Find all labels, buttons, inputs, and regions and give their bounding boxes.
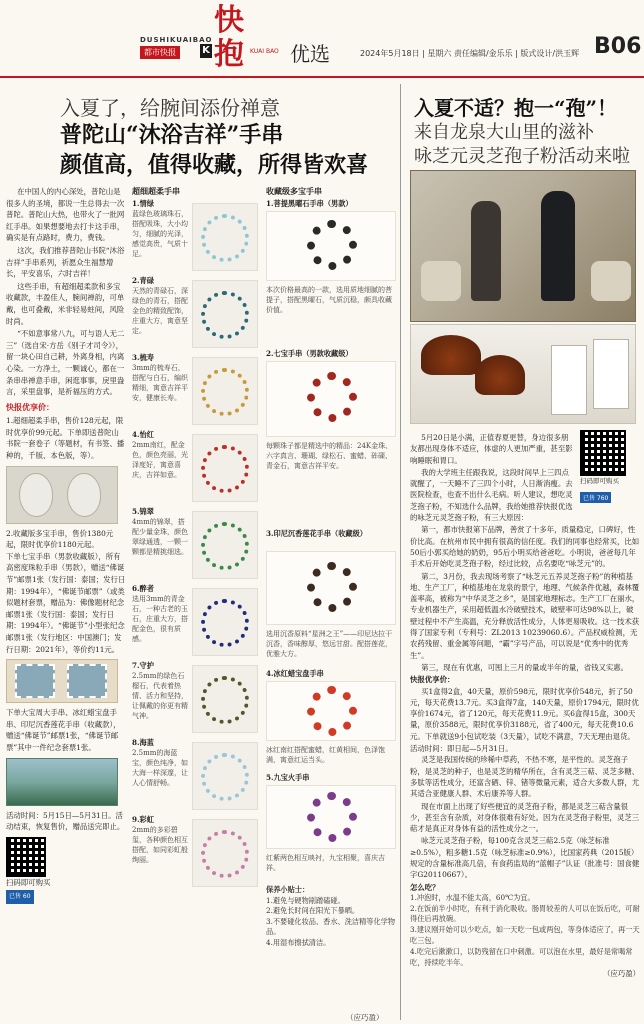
product-name: 3.印尼沉香莲花手串（收藏级） xyxy=(266,529,367,538)
product-name: 2.七宝手串（男款收藏级） xyxy=(266,349,353,358)
landscape-stamp-image xyxy=(6,758,118,806)
brand-chinese: 都市快报 xyxy=(140,46,180,59)
product-desc: 2mm的多彩碧玺，各种颜色相互搭配，如同彩虹般绚丽。 xyxy=(132,826,188,864)
product-desc: 蓝绿色玻璃珠石，搭配吸珠，大小均匀，细腻的光泽，感觉高贵，气质十足。 xyxy=(132,210,188,258)
care-tips xyxy=(266,885,396,949)
left-article xyxy=(0,82,398,1024)
promo-text: 下单七宝手串（男款收藏版），所有高密度珠粒手串（男款），赠送“佛诞节”邮票1张（发行国：泰国；发行日期：1994年），“佛诞节邮票”（或类似题材套票，赠品为：佛像题材纪念邮票1张（发行国：泰国；发行日期：1994年）。“佛诞节”小型张纪念邮票1张（发行地区：中国澳门；发行日期：2021年），等价约11元。 xyxy=(6,551,126,654)
logo-english: KUAI BAO xyxy=(250,48,279,55)
column-title: 超细超柔手串 xyxy=(132,186,180,196)
product-item xyxy=(132,276,262,352)
activity-time: 活动时间：即日起—5月31日。 xyxy=(410,744,513,754)
body-paragraph: 我的大学班主任跟我说，这段时间早上三四点就醒了，一天睡不了三四个小时，人日渐消瘦。去医院检查，也查不出什么毛病。听人建议，想吃灵芝孢子粉，不知选什么品牌，我给她推荐快报优选的咏芝元灵芝孢子粉，有三大原因： xyxy=(410,467,573,523)
product-name: 9.彩虹 xyxy=(132,815,154,824)
care-item: 2.避免长时间在阳光下暴晒。 xyxy=(266,906,360,916)
usage-item: 2.在饭前半小时吃，有利于消化吸收。肠胃较差的人可以在饭后吃，可耐得住后再放碗。 xyxy=(410,903,640,924)
collector-bracelets-column xyxy=(266,186,396,949)
usage-item: 1.冲泡时，水温不能太高，60℃为宜。 xyxy=(410,892,535,902)
masthead xyxy=(0,0,644,78)
product-item xyxy=(266,199,396,349)
sold-badge: 已售 760 xyxy=(580,492,611,503)
product-item xyxy=(132,430,262,506)
bracelet-photo xyxy=(192,357,258,425)
product-name: 1.情绿 xyxy=(132,199,154,208)
product-item xyxy=(132,738,262,814)
left-headline-main: 普陀山“沐浴吉祥”手串 xyxy=(60,122,284,148)
column-title: 收藏级多宝手串 xyxy=(266,186,322,196)
product-desc: 2mm南红，配金色，颜色亮丽，光泽度好，寓意喜庆，吉祥如意。 xyxy=(132,441,188,479)
product-desc: 天然的青碌石，深绿色的青石，搭配金色的精致配饰，庄重大方，寓意坚定。 xyxy=(132,287,188,335)
promo-text: 1.超细超柔手串，售价128元起，限时优享价99元起。下单即送普陀山书院一套卷子（等题材，有书签、播种的，千版、本色版，等）。 xyxy=(6,416,125,461)
bracelet-photo xyxy=(192,819,258,887)
qr-caption: 扫码即可购买 xyxy=(580,477,619,485)
right-headline-main: 入夏不适？抱一“孢”！ xyxy=(414,96,618,120)
product-item xyxy=(132,815,262,891)
promo-text: 2.收藏版多宝手串，售价1380元起，限时优享价1180元起。 xyxy=(6,528,114,550)
page-number: B06 xyxy=(594,34,642,59)
intro-paragraph: 这些手串，有超细超柔款和多宝收藏款，丰盈佳人，腕间禅韵，可单戴，也可叠戴，米非轻易蛀间，风险时尚。 xyxy=(6,281,125,326)
intro-paragraph: 在中国人的内心深处，普陀山是很多人的圣境，都说一生总得去一次普陀。普陀山大热，也带火了一批网红手串。如果想要地去打卡这手串，确实是有点路时，费力，费钱。 xyxy=(6,187,125,243)
product-desc: 红紫两色相互映衬，九宝相聚，喜庆吉祥。 xyxy=(266,854,385,872)
body-paragraph: 第一，都市快报第下品牌，善赏了十多年，质量稳定，口碑好，性价比高。在杭州市民中拥有很高的信任度。我们的同事也经常买，比如50后小郭买给她的奶奶，95后小明买给爸爸吃。小明说，爸爸每几年手术后开始吃灵芝孢子粉，经过比较，点名要吃“咏芝元”的。 xyxy=(410,525,640,569)
body-paragraph: 灵芝是我国传统的珍稀中草药，不热不寒，是平性的。灵芝孢子粉，是灵芝的种子，也是灵芝的精华所在，含有灵芝三萜、灵芝多糖、多肽等活性成分，还富含硒、锌、锗等微量元素，适合大多数人群，尤其适合亚健康人群、术后康养等人群。 xyxy=(410,755,640,799)
product-name: 5.锦翠 xyxy=(132,507,154,516)
product-item xyxy=(132,199,262,275)
product-desc: 4mm的锦翠，搭配少量金珠，颜色翠绿通透，一颗一颗都是精挑细选。 xyxy=(132,518,188,556)
usage-item: 4.吃完后漱漱口，以防残留在口中刺激。可以泡在水里，最好是常喝常吃，持续吃半年。 xyxy=(410,946,633,967)
intro-paragraph: 这次，我们推荐普陀山书院“沐浴吉祥”手串系列，祈愿众生福慧增长，平安喜乐，六时吉祥！ xyxy=(6,245,125,279)
product-item xyxy=(266,349,396,529)
promo-title: 快报优享价： xyxy=(6,401,54,412)
usage-item: 3.建议刚开始可以少吃点，如一天吃一包或两包，等身体适应了，再一天吃三包。 xyxy=(410,925,640,946)
logo-char-2: 抱 xyxy=(214,37,244,72)
right-headline-sub: 来自龙泉大山里的滋补 xyxy=(414,122,594,143)
bodhi-leaf-image xyxy=(6,466,118,524)
promo-text: 下单大宝周大手串、冰红蜡宝盘手串、印尼沉香莲花手串（收藏款），赠送“佛诞节”邮票1张，“佛诞节邮票”其中一件纪念套票1张。 xyxy=(6,708,121,752)
header-info: 2024年5月18日 | 星期六 责任编辑/金乐乐 | 版式设计/洪玉辉 xyxy=(360,49,580,58)
product-name: 1.菩提黑曜石手串（男款） xyxy=(266,199,353,208)
product-desc: 选用3mm的青金石，一种古老的玉石，庄重大方，搭配金色，很有质感。 xyxy=(132,595,188,643)
brand-english: DUSHIKUAIBAO xyxy=(140,36,213,44)
column-divider xyxy=(400,84,401,1020)
bracelet-photo xyxy=(266,211,396,281)
right-body xyxy=(410,432,640,980)
usage-list xyxy=(410,893,640,969)
right-editor: （应巧盈） xyxy=(603,969,640,979)
body-paragraph: 现在市面上出现了好些便宜的灵芝孢子粉，都是灵芝三萜含量很少，甚至含有杂质，对身体很难有好处。因为在灵芝孢子粉里，灵芝三萜才是真正对身体有益的活性成分之一。 xyxy=(410,801,640,834)
usage-title: 怎么吃？ xyxy=(410,882,440,892)
sold-badge: 已售 60 xyxy=(6,890,34,904)
product-name: 7.守护 xyxy=(132,661,154,670)
lingzhi-product-photo xyxy=(410,324,636,424)
product-item xyxy=(132,661,262,737)
product-item xyxy=(266,669,396,773)
product-item xyxy=(266,529,396,669)
care-title: 保养小贴士： xyxy=(266,885,310,894)
field-visit-photo xyxy=(410,170,636,322)
brand-k-mark: K xyxy=(200,44,212,58)
product-desc: 选用沉香原料“星洲之王”——印尼达拉干沉香，香味醇厚，悠远甘甜。配搭莲花，优雅大方。 xyxy=(266,630,393,658)
intro-paragraph: “不如意事常八九，可与语人无二三”（选自宋·方岳《别子才司令》），留一块心田自己耕，外离身相，内离心染。一方净土，一颗诚心，都在一条串串禅意手串，闲逛事事，戾里盎言，采里盘事，是祈福压的方式。 xyxy=(6,329,125,397)
product-name: 3.梳寿 xyxy=(132,353,154,362)
product-desc: 本次价格最高的一款，选用质地细腻的菩提子，搭配黑曜石，气质沉稳，颇具收藏价值。 xyxy=(266,286,392,314)
bracelet-photo xyxy=(192,434,258,502)
body-paragraph: 5月20日是小满，正值春夏更替，身边很多朋友都出现身体不适应，体虚的人更加严重，甚至影响睡眠和胃口。 xyxy=(410,433,573,465)
product-desc: 2.5mm的海蓝宝，颜色纯净，如大海一样深邃，让人心情舒畅。 xyxy=(132,749,188,787)
care-item: 1.避免与硬物剐蹭磕碰。 xyxy=(266,895,345,905)
product-name: 4.怡红 xyxy=(132,430,154,439)
product-item xyxy=(132,507,262,583)
product-name: 4.冰红蜡宝盘手串 xyxy=(266,669,324,678)
promo-text: 买1盒得2盒，40天量，原价598元，限时优享价548元，折了50元，每天花费13.7元。买3盒得7盒，140天量，原价1794元，限时优享价1674元，省了120元，每天花费11.9元。买6盒得15盒，300天量，原价3588元，限时优享价3188元，省了400元，每天花费10.6元。下单就送9小包试吃装（3天量），试吃不满意，7天无理由退货。 xyxy=(410,686,639,741)
promo-title: 快报优享价： xyxy=(410,675,455,685)
product-desc: 冰红南红搭配蜜蜡，红黄相间，色泽饱满，寓意红运当头。 xyxy=(266,746,385,764)
left-headline-sub: 颜值高，值得收藏，所得皆欢喜 xyxy=(60,152,369,178)
left-intro-column xyxy=(6,186,126,904)
bracelet-photo xyxy=(266,785,396,849)
care-item: 3.不要碰化妆品、香水、洗洁精等化学物品。 xyxy=(266,916,396,937)
product-name: 8.海蓝 xyxy=(132,738,154,747)
product-item xyxy=(266,773,396,883)
qr-code-icon[interactable] xyxy=(6,837,46,877)
product-item xyxy=(132,353,262,429)
product-desc: 3mm的梳寿石，搭配与白石，编织精细，寓意吉祥平安，健康长寿。 xyxy=(132,364,188,402)
bracelet-photo xyxy=(266,551,396,625)
product-item xyxy=(132,584,262,660)
slim-bracelets-column xyxy=(132,186,262,892)
bracelet-photo xyxy=(192,665,258,733)
bracelet-photo xyxy=(192,511,258,579)
right-headline-sub2: 咏芝元灵芝孢子粉活动来啦 xyxy=(414,146,630,167)
stamps-image xyxy=(6,659,118,703)
body-paragraph: 咏芝元灵芝孢子粉，每100克含灵芝三萜2.5克（咏芝标准≥0.5%），粗多糖1.5克（咏芝标准≥0.9%），比国家药典（2015版）规定的含量标准高几倍，有食药监局的“蓝帽子”认证（批准号：国食健字G20110667）。 xyxy=(410,836,640,880)
bracelet-photo xyxy=(192,742,258,810)
body-paragraph: 第二，3月份，我去现场考察了“咏芝元五养灵芝孢子粉”的种植基地、生产工厂，种植基地在龙泉的景宁，地理、气候条件优越，森林覆盖率高，被称为“中华灵芝之乡”，是国家地理标志。生产工厂在丽水，专业机器生产，采用超低温水冷破壁技术，破壁率可达98%以上，破壁过程中不产生高温，充分释放活性成分，人体更易吸收。这一技术获得了国家专利（专利号：ZL2013 10239060.6）。产品权威检测，无农药残留、重金属等问题，“霸”字号产品，可以说是“优秀中的优秀生”。 xyxy=(410,571,640,660)
bracelet-photo xyxy=(266,361,396,437)
activity-time: 活动时间：5月15日—5月31日。活动结束，恢复售价，赠品送完即止。 xyxy=(6,810,125,832)
bracelet-photo xyxy=(266,681,396,741)
product-name: 2.青碌 xyxy=(132,276,154,285)
left-editor: （应巧盈） xyxy=(346,1013,384,1022)
section-title: 优选 xyxy=(290,42,330,66)
product-name: 6.醉者 xyxy=(132,584,154,593)
bracelet-photo xyxy=(192,280,258,348)
bracelet-photo xyxy=(192,203,258,271)
product-desc: 每颗珠子都是精选中的精品：24K金珠、六字真言、珊瑚、绿松石、蜜蜡、砗磲、青金石，寓意吉祥平安。 xyxy=(266,442,393,470)
bracelet-photo xyxy=(192,588,258,656)
left-qr-block[interactable] xyxy=(6,837,126,904)
left-headline-intro: 入夏了，给腕间添份禅意 xyxy=(60,96,280,120)
product-name: 5.九宝火手串 xyxy=(266,773,310,782)
section-logo xyxy=(214,4,258,74)
body-paragraph: 第三，现在有优惠，可囤上三月的量或半年的量，省钱又实惠。 xyxy=(421,662,629,672)
logo-char-1: 快 xyxy=(214,3,244,38)
qr-caption: 扫码即可购买 xyxy=(6,877,51,887)
product-desc: 2.5mm的绿色石榴石，代表着热情、活力和坚持，让佩戴的你更有精气神。 xyxy=(132,672,188,720)
care-item: 4.用湿布擦拭清洁。 xyxy=(266,937,331,947)
